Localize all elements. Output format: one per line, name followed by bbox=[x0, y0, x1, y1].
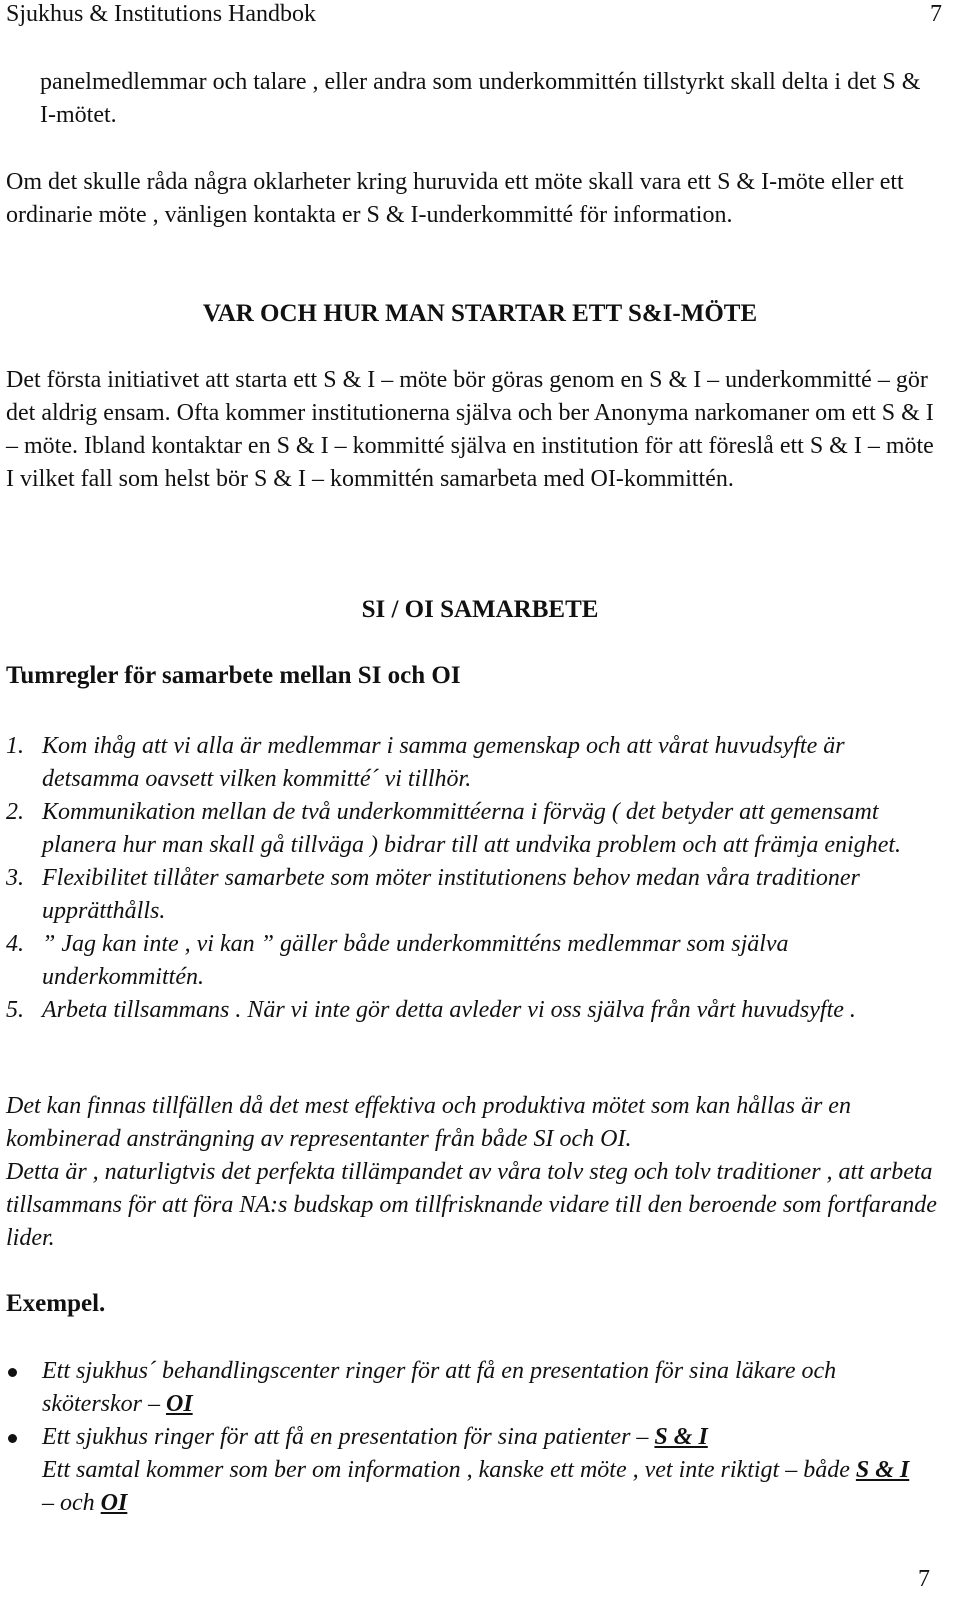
rules-subheading: Tumregler för samarbete mellan SI och OI bbox=[6, 662, 461, 689]
list-item bbox=[6, 1421, 926, 1520]
list-item bbox=[6, 730, 926, 796]
example-1-tag: OI bbox=[165, 1391, 193, 1417]
bullet-icon bbox=[8, 1368, 17, 1377]
example-2-continuation: Ett samtal kommer som ber om information , kanske ett möte , vet inte riktigt – både bbox=[42, 1457, 856, 1483]
header-title: Sjukhus & Institutions Handbok bbox=[6, 1, 317, 27]
list-item-text: ” Jag kan inte , vi kan ” gäller både underkommitténs medlemmar som själva underkommittén. bbox=[42, 931, 789, 990]
examples-list bbox=[6, 1355, 926, 1520]
intro-paragraph-1: panelmedlemmar och talare , eller andra som underkommittén tillstyrkt skall delta i det S & I-mötet. bbox=[40, 69, 921, 128]
page-header bbox=[6, 0, 948, 32]
rules-list bbox=[6, 730, 926, 1027]
list-item-number: 4. bbox=[6, 931, 24, 957]
example-2-tag-oi: OI bbox=[100, 1490, 128, 1516]
section-start-meeting-body: Det första initiativet att starta ett S & I – möte bör göras genom en S & I – underkommitté – gör det aldrig ensam. Ofta kommer institutionerna själva och ber Anonyma narkomaner om ett S & I – möte. Ibland kontaktar en S & I – kommitté själva en institution för att föreslå ett S & I – möte I vilket fall som helst bör S & I – kommittén samarbeta med OI-kommittén. bbox=[6, 367, 934, 492]
list-item bbox=[6, 928, 926, 994]
list-item-number: 5. bbox=[6, 997, 24, 1023]
list-item-text: Kom ihåg att vi alla är medlemmar i samma gemenskap och att vårat huvudsyfte är detsamma oavsett vilken kommitté´ vi tillhör. bbox=[42, 733, 845, 792]
bullet-icon bbox=[8, 1434, 17, 1443]
list-item-number: 2. bbox=[6, 799, 24, 825]
closing-paragraph-2: Detta är , naturligtvis det perfekta tillämpandet av våra tolv steg och tolv traditioner , att arbeta tillsammans för att föra NA:s budskap om tillfrisknande vidare till den beroende som fortfarande lider. bbox=[6, 1159, 937, 1251]
section-heading-si-oi: SI / OI SAMARBETE bbox=[361, 596, 599, 623]
section-heading-start-meeting: VAR OCH HUR MAN STARTAR ETT S&I-MÖTE bbox=[202, 300, 758, 327]
list-item bbox=[6, 1355, 926, 1421]
intro-paragraph-2: Om det skulle råda några oklarheter kring huruvida ett möte skall vara ett S & I-möte eller ett ordinarie möte , vänligen kontakta er S & I-underkommitté för information. bbox=[6, 169, 904, 228]
example-2-tag: S & I bbox=[654, 1424, 708, 1450]
list-item bbox=[6, 862, 926, 928]
closing-paragraph-1: Det kan finnas tillfällen då det mest effektiva och produktiva mötet som kan hållas är en kombinerad ansträngning av representanter från både SI och OI. bbox=[6, 1093, 851, 1152]
list-item-text: Arbeta tillsammans . När vi inte gör detta avleder vi oss själva från vårt huvudsyfte . bbox=[42, 997, 856, 1023]
list-item-text: Kommunikation mellan de två underkommittéerna i förväg ( det betyder att gemensamt planera hur man skall gå tillväga ) bidrar till att undvika problem och att främja enighet. bbox=[42, 799, 902, 858]
list-item-number: 1. bbox=[6, 733, 24, 759]
examples-heading: Exempel. bbox=[6, 1290, 106, 1317]
example-2-tag-si: S & I bbox=[855, 1457, 910, 1483]
header-page-number: 7 bbox=[930, 1, 942, 27]
example-2-text: Ett sjukhus ringer för att få en presentation för sina patienter – bbox=[42, 1424, 655, 1450]
list-item bbox=[6, 994, 926, 1027]
list-item-text: Flexibilitet tillåter samarbete som möter institutionens behov medan våra traditioner upprätthålls. bbox=[42, 865, 860, 924]
example-1-text: Ett sjukhus´ behandlingscenter ringer för att få en presentation för sina läkare och sköterskor – bbox=[42, 1358, 837, 1417]
list-item bbox=[6, 796, 926, 862]
list-item-number: 3. bbox=[6, 865, 24, 891]
example-2-connector: – och bbox=[42, 1490, 101, 1516]
footer-page-number: 7 bbox=[918, 1566, 930, 1592]
